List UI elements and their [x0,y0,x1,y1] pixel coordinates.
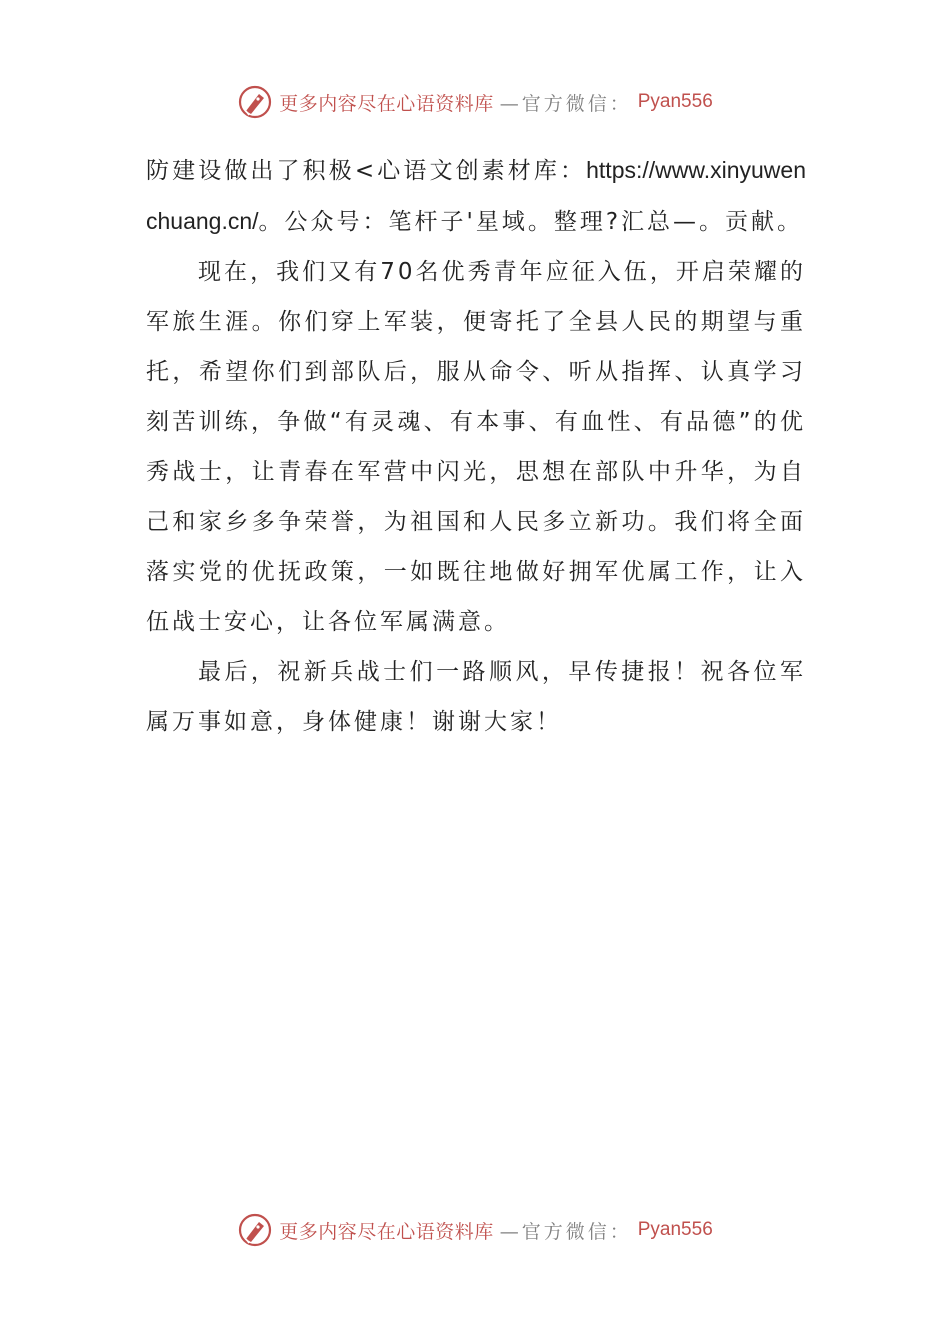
paragraph-1 [146,145,806,247]
pen-nib-logo-icon [237,84,273,120]
website-url-text: https://www.xinyuwenchuang.cn/ [146,157,806,234]
paragraph-2: 现在，我们又有70名优秀青年应征入伍，开启荣耀的军旅生涯。你们穿上军装，便寄托了全县人民的期望与重托，希望你们到部队后，服从命令、听从指挥、认真学习刻苦训练，争做“有灵魂、有本事、有血性、有品德”的优秀战士，让青春在军营中闪光，思想在部队中升华，为自己和家乡多争荣誉，为祖国和人民多立新功。我们将全面落实党的优抚政策，一如既往地做好拥军优属工作，让入伍战士安心，让各位军属满意。 [146,259,806,635]
document-body [146,145,806,747]
banner-site-text: 更多内容尽在心语资料库 [279,1220,494,1243]
footer-watermark-banner [0,1208,950,1252]
banner-wechat-label: —官方微信： [499,1220,632,1243]
paragraph-1-text-a: 防建设做出了积极<心语文创素材库： [146,158,587,184]
banner-wechat-label: —官方微信： [499,92,632,115]
paragraph-3: 最后，祝新兵战士们一路顺风，早传捷报！祝各位军属万事如意，身体健康！谢谢大家！ [146,659,806,735]
banner-site-text: 更多内容尽在心语资料库 [279,92,494,115]
header-watermark-banner [0,80,950,124]
paragraph-1-text-b: 。公众号：笔杆子'星域。整理?汇总—。贡献。 [258,209,804,235]
banner-wechat-id: Pyan556 [637,91,713,112]
pen-nib-logo-icon [237,1212,273,1248]
banner-wechat-id: Pyan556 [637,1219,713,1240]
